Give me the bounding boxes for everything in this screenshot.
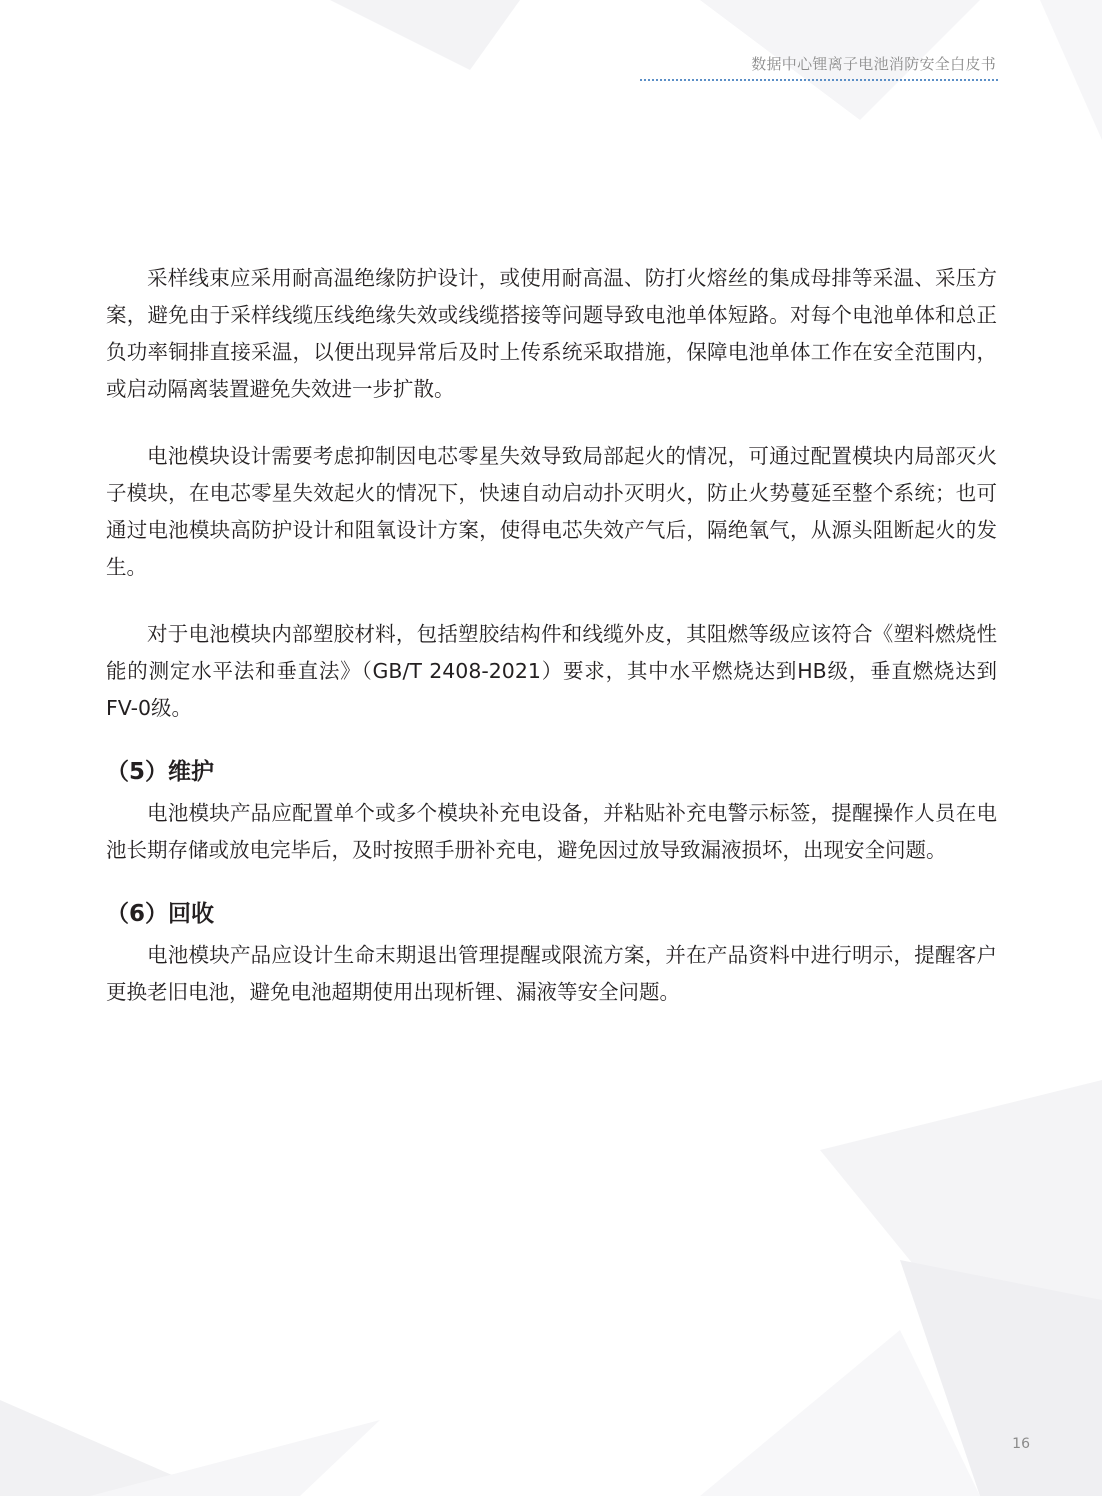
page-number: 16 bbox=[1012, 1436, 1030, 1452]
paragraph-sampling-harness: 采样线束应采用耐高温绝缘防护设计，或使用耐高温、防打火熔丝的集成母排等采温、采压方案，避免由于采样线缆压线绝缘失效或线缆搭接等问题导致电池单体短路。对每个电池单体和总正负功率铜排直接采温，以便出现异常后及时上传系统采取措施，保障电池单体工作在安全范围内，或启动隔离装置避免失效进一步扩散。 bbox=[106, 266, 997, 401]
section-heading-recycling: （6）回收 bbox=[106, 901, 215, 927]
paragraph-maintenance: 电池模块产品应配置单个或多个模块补充电设备，并粘贴补充电警示标签，提醒操作人员在电池长期存储或放电完毕后，及时按照手册补充电，避免因过放导致漏液损坏，出现安全问题。 bbox=[106, 801, 997, 862]
paragraph-plastic-flame-retardant: 对于电池模块内部塑胶材料，包括塑胶结构件和线缆外皮，其阻燃等级应该符合《塑料燃烧性能的测定水平法和垂直法》（GB/T 2408-2021）要求，其中水平燃烧达到HB级，垂直燃烧达到FV-0级。 bbox=[106, 622, 997, 720]
paragraph-module-fire-suppression: 电池模块设计需要考虑抑制因电芯零星失效导致局部起火的情况，可通过配置模块内局部灭火子模块，在电芯零星失效起火的情况下，快速自动启动扑灭明火，防止火势蔓延至整个系统；也可通过电池模块高防护设计和阻氧设计方案，使得电芯失效产气后，隔绝氧气，从源头阻断起火的发生。 bbox=[106, 444, 997, 579]
main-content bbox=[106, 260, 997, 1041]
section-heading-maintenance: （5）维护 bbox=[106, 759, 215, 785]
header-title: 数据中心锂离子电池消防安全白皮书 bbox=[751, 55, 996, 73]
header-dotted-rule bbox=[640, 79, 998, 81]
paragraph-recycling: 电池模块产品应设计生命末期退出管理提醒或限流方案，并在产品资料中进行明示，提醒客户更换老旧电池，避免电池超期使用出现析锂、漏液等安全问题。 bbox=[106, 943, 997, 1004]
